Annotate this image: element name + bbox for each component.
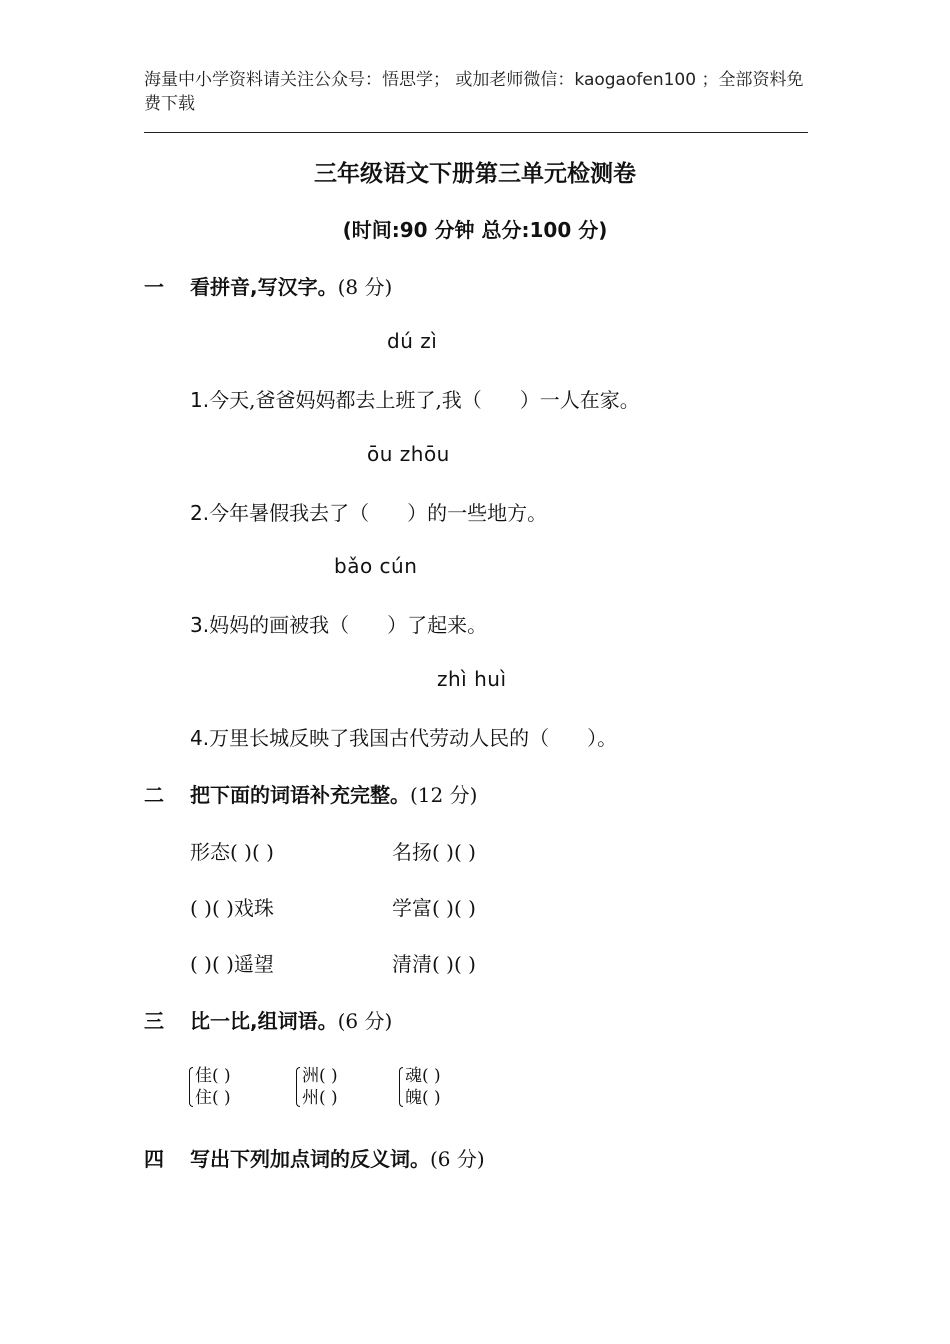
pinyin-1: dú zì [387, 329, 438, 353]
compare-group-2 [294, 1065, 398, 1109]
section-number: 三 [144, 1009, 164, 1033]
compare-group-1 [187, 1065, 291, 1109]
question-before: 万里长城反映了我国古代劳动人民的（ [209, 726, 550, 750]
section-text: 看拼音,写汉字。 [190, 275, 338, 299]
section-score: (6 分) [337, 1009, 393, 1033]
brace-icon [187, 1065, 193, 1107]
section-4-title [190, 1143, 485, 1172]
pinyin-3: bǎo cún [334, 554, 418, 578]
compare-top[interactable]: 佳( ) [195, 1066, 231, 1086]
pinyin-4: zhì huì [437, 667, 507, 691]
question-before: 今年暑假我去了（ [209, 501, 370, 525]
question-1 [190, 384, 640, 413]
question-number: 3. [190, 613, 210, 637]
compare-top[interactable]: 魂( ) [405, 1066, 441, 1086]
section-3-heading [144, 1005, 164, 1034]
section-score: (6 分) [430, 1147, 485, 1171]
question-number: 4. [190, 726, 210, 750]
question-number: 2. [190, 501, 210, 525]
compare-group-3 [397, 1065, 507, 1109]
brace-icon [294, 1065, 300, 1107]
question-after: ）。 [587, 726, 618, 750]
idiom-row-2-left[interactable]: ( )( )戏珠 [190, 896, 274, 920]
document-subtitle: (时间:90 分钟 总分:100 分) [342, 218, 608, 242]
section-number: 四 [144, 1147, 164, 1171]
section-1-heading [144, 271, 164, 300]
question-after: ）的一些地方。 [407, 501, 548, 525]
section-number: 二 [144, 783, 164, 807]
idiom-row-3-right[interactable]: 清清( )( ) [392, 952, 476, 976]
question-before: 妈妈的画被我（ [209, 613, 350, 637]
question-3 [190, 609, 487, 638]
section-2-title [190, 779, 477, 808]
idiom-row-1-right[interactable]: 名扬( )( ) [392, 840, 476, 864]
question-after: ）了起来。 [387, 613, 488, 637]
section-3-title [190, 1005, 392, 1034]
pinyin-2: ōu zhōu [367, 442, 450, 466]
section-2-heading [144, 779, 164, 808]
question-before: 今天,爸爸妈妈都去上班了,我（ [209, 388, 482, 412]
compare-bottom[interactable]: 住( ) [195, 1088, 231, 1108]
section-score: (8 分) [337, 275, 393, 299]
question-2 [190, 497, 547, 526]
document-title: 三年级语文下册第三单元检测卷 [314, 161, 636, 187]
question-4 [190, 722, 617, 751]
idiom-row-1-left[interactable]: 形态( )( ) [190, 840, 274, 864]
brace-icon [397, 1065, 403, 1107]
header-note: 海量中小学资料请关注公众号：悟思学； 或加老师微信：kaogaofen100 ；全部资料免费下载 [144, 70, 804, 114]
section-score: (12 分) [410, 783, 478, 807]
header-divider [144, 132, 808, 133]
section-text: 把下面的词语补充完整。 [190, 783, 410, 807]
section-text: 写出下列加点词的反义词。 [190, 1147, 430, 1171]
section-1-title [190, 271, 392, 300]
idiom-row-3-left[interactable]: ( )( )遥望 [190, 952, 274, 976]
section-4-heading [144, 1143, 164, 1172]
question-after: ）一人在家。 [519, 388, 640, 412]
compare-top[interactable]: 洲( ) [302, 1066, 338, 1086]
section-number: 一 [144, 275, 164, 299]
compare-bottom[interactable]: 魄( ) [405, 1088, 441, 1108]
question-number: 1. [190, 388, 210, 412]
section-text: 比一比,组词语。 [190, 1009, 338, 1033]
idiom-row-2-right[interactable]: 学富( )( ) [392, 896, 476, 920]
compare-bottom[interactable]: 州( ) [302, 1088, 338, 1108]
